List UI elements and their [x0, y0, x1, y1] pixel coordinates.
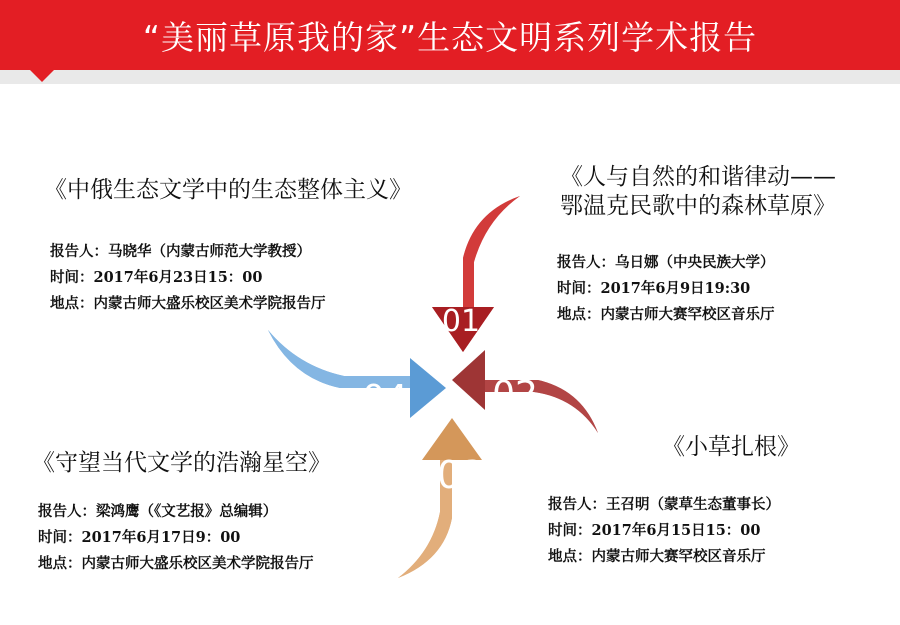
talk-4-time: 时间：2017年6月15日15：00: [548, 522, 761, 539]
pinwheel-number-01: 01: [441, 304, 481, 339]
talk-2-place: 地点：内蒙古师大赛罕校区音乐厅: [557, 306, 775, 323]
talk-3-title-line: 《守望当代文学的浩瀚星空》: [32, 450, 331, 476]
talk-3-place: 地点：内蒙古师大盛乐校区美术学院报告厅: [38, 555, 314, 572]
pinwheel-arrow-04: [268, 330, 446, 418]
talk-3-title: [32, 449, 331, 478]
talk-3-info: [38, 499, 314, 577]
pinwheel-arrow-03: [398, 418, 482, 578]
talk-4-place: 地点：内蒙古师大赛罕校区音乐厅: [548, 548, 766, 565]
talk-1-place: 地点：内蒙古师大盛乐校区美术学院报告厅: [50, 295, 326, 312]
talk-2-title: [560, 163, 836, 221]
talk-2-title-line-2: 鄂温克民歌中的森林草原》: [560, 193, 836, 219]
talk-4-speaker: 报告人：王召明（蒙草生态董事长）: [548, 496, 780, 513]
talk-1-info: [50, 239, 326, 317]
pinwheel-number-02: 02: [492, 374, 538, 415]
pinwheel-number-04: 04: [362, 378, 408, 419]
pinwheel-number-03: 03: [436, 453, 486, 497]
talk-1-speaker: 报告人：马晓华（内蒙古师范大学教授）: [50, 243, 311, 260]
talk-1-title: [44, 176, 412, 205]
talk-2-title-line-1: 《人与自然的和谐律动——: [560, 164, 836, 190]
talk-4-info: [548, 492, 780, 570]
talk-4-title-line: 《小草扎根》: [662, 434, 800, 460]
page-title: “美丽草原我的家”生态文明系列学术报告: [142, 18, 758, 57]
talk-1-time: 时间：2017年6月23日15：00: [50, 269, 263, 286]
talk-2-info: [557, 250, 775, 328]
talk-1-title-line: 《中俄生态文学中的生态整体主义》: [44, 177, 412, 203]
talk-2-time: 时间：2017年6月9日19:30: [557, 280, 751, 297]
talk-3-speaker: 报告人：梁鸿鹰（《文艺报》总编辑）: [38, 503, 278, 520]
talk-2-speaker: 报告人：乌日娜（中央民族大学）: [557, 254, 775, 271]
talk-3-time: 时间：2017年6月17日9：00: [38, 529, 241, 546]
talk-4-title: [662, 433, 800, 462]
